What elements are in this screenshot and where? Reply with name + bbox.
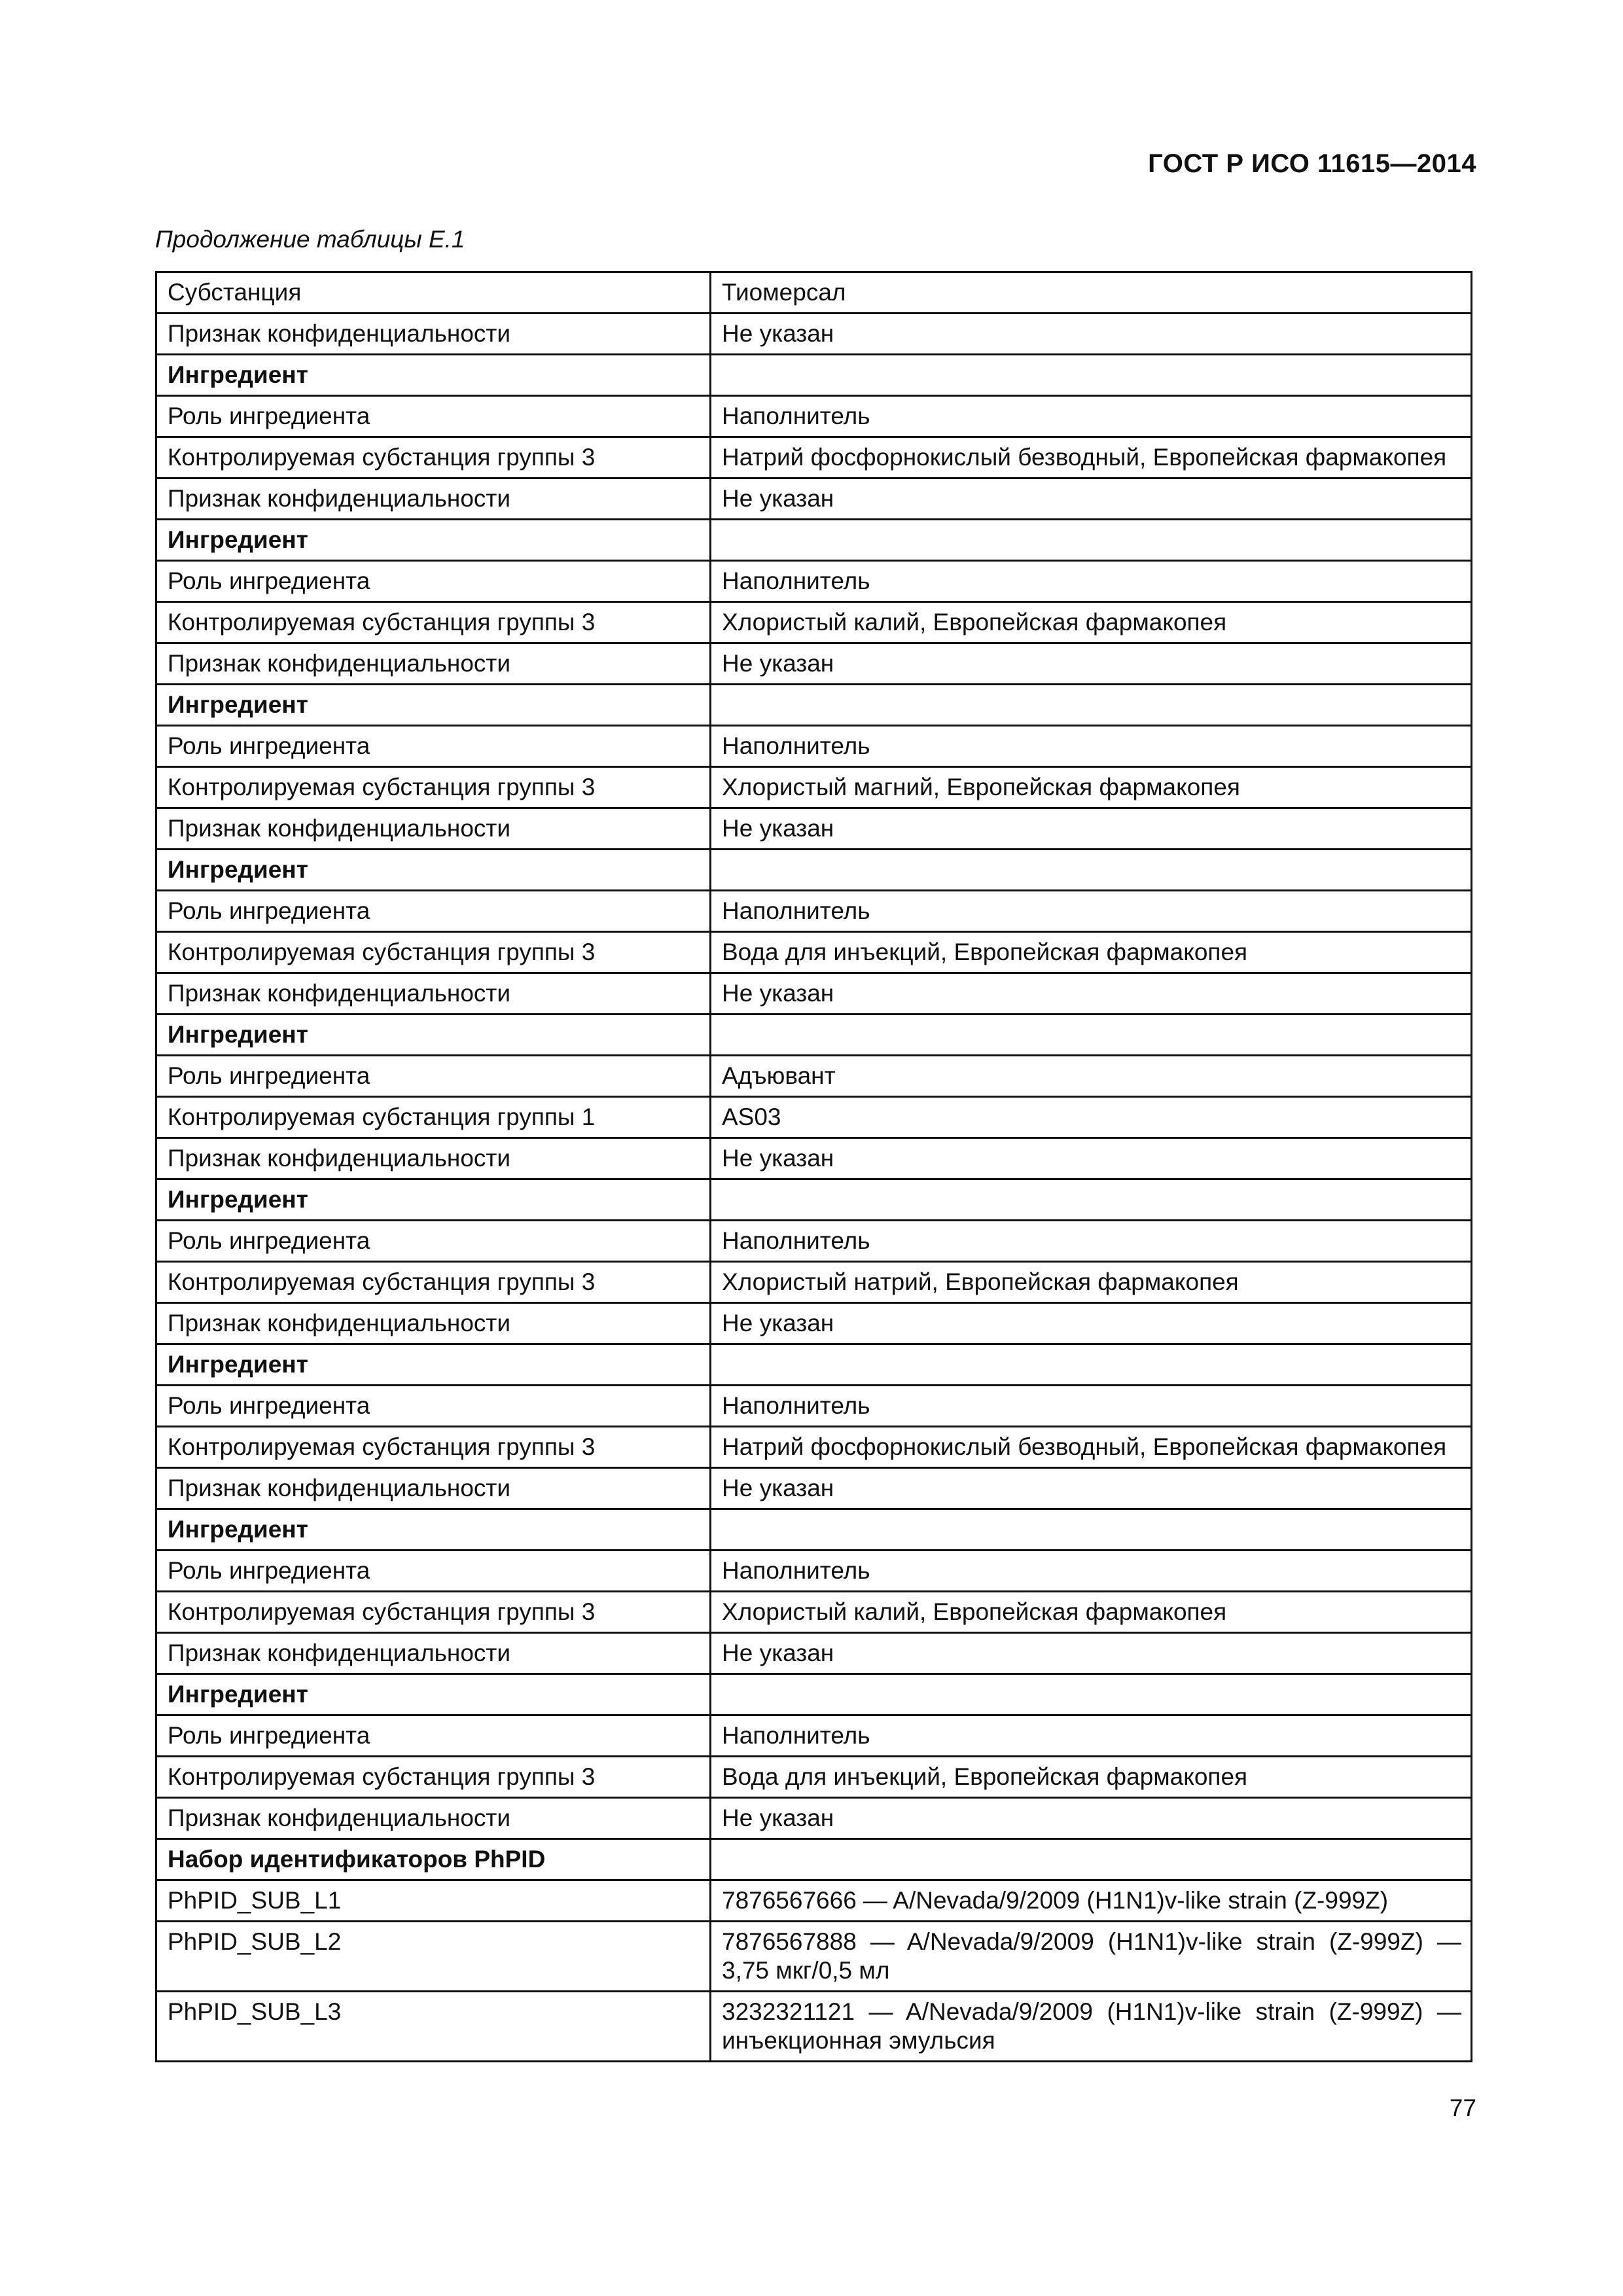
row-label-cell: Контролируемая субстанция группы 3 (156, 437, 711, 478)
row-value-cell (711, 850, 1472, 891)
row-label-cell: Признак конфиденциальности (156, 314, 711, 355)
row-label-cell: Ингредиент (156, 1509, 711, 1551)
row-value-cell: Не указан (711, 1468, 1472, 1509)
table-row (156, 1757, 1472, 1798)
row-value-cell: Вода для инъекций, Европейская фармакопея (711, 932, 1472, 973)
row-label-cell: Признак конфиденциальности (156, 1138, 711, 1179)
row-value-cell: Наполнитель (711, 891, 1472, 932)
row-value-cell: Натрий фосфорнокислый безводный, Европейская фармакопея (711, 437, 1472, 478)
table-row (156, 1097, 1472, 1138)
row-label-cell: Роль ингредиента (156, 726, 711, 767)
table-row (156, 1221, 1472, 1262)
row-value-cell (711, 1674, 1472, 1715)
row-value-cell (711, 685, 1472, 726)
row-label-cell: Признак конфиденциальности (156, 1303, 711, 1344)
table-row (156, 1303, 1472, 1344)
table-row (156, 1992, 1472, 2062)
table-row (156, 726, 1472, 767)
row-value-cell (711, 1509, 1472, 1551)
ingredients-table (155, 271, 1472, 2062)
table-row (156, 973, 1472, 1014)
row-value-cell: AS03 (711, 1097, 1472, 1138)
row-value-cell: Не указан (711, 973, 1472, 1014)
table-row (156, 891, 1472, 932)
row-label-cell: Признак конфиденциальности (156, 1798, 711, 1839)
table-row (156, 1839, 1472, 1880)
table-row (156, 1880, 1472, 1922)
row-value-cell: Наполнитель (711, 1551, 1472, 1592)
table-row (156, 932, 1472, 973)
row-label-cell: Ингредиент (156, 1014, 711, 1056)
row-label-cell: PhPID_SUB_L1 (156, 1880, 711, 1922)
row-value-cell: Не указан (711, 478, 1472, 520)
row-label-cell: Контролируемая субстанция группы 3 (156, 602, 711, 643)
row-value-cell: Натрий фосфорнокислый безводный, Европейская фармакопея (711, 1427, 1472, 1468)
table-row (156, 437, 1472, 478)
table-row (156, 850, 1472, 891)
row-label-cell: Признак конфиденциальности (156, 1633, 711, 1674)
row-label-cell: Роль ингредиента (156, 1386, 711, 1427)
table-row (156, 1509, 1472, 1551)
table-caption: Продолжение таблицы Е.1 (155, 226, 465, 253)
table-row (156, 1468, 1472, 1509)
table-row (156, 1715, 1472, 1757)
row-label-cell: Контролируемая субстанция группы 3 (156, 767, 711, 808)
row-label-cell: PhPID_SUB_L2 (156, 1922, 711, 1992)
row-value-cell: Не указан (711, 314, 1472, 355)
row-value-cell: Не указан (711, 1798, 1472, 1839)
row-label-cell: Ингредиент (156, 1179, 711, 1221)
row-value-cell (711, 1179, 1472, 1221)
row-value-cell: Хлористый магний, Европейская фармакопея (711, 767, 1472, 808)
table-row (156, 767, 1472, 808)
row-value-cell: Хлористый калий, Европейская фармакопея (711, 602, 1472, 643)
row-label-cell: Признак конфиденциальности (156, 808, 711, 850)
table-row (156, 1344, 1472, 1386)
row-value-cell: Адъювант (711, 1056, 1472, 1097)
table-row (156, 1674, 1472, 1715)
row-value-cell: 7876567888 — A/Nevada/9/2009 (H1N1)v-like strain (Z-999Z) — 3,75 мкг/0,5 мл (711, 1922, 1472, 1992)
table-row (156, 272, 1472, 314)
table-row (156, 1551, 1472, 1592)
table-row (156, 396, 1472, 437)
row-value-cell: Вода для инъекций, Европейская фармакопея (711, 1757, 1472, 1798)
table-row (156, 314, 1472, 355)
table-row (156, 685, 1472, 726)
row-label-cell: Признак конфиденциальности (156, 643, 711, 685)
row-label-cell: Роль ингредиента (156, 1056, 711, 1097)
row-label-cell: Роль ингредиента (156, 396, 711, 437)
row-label-cell: Контролируемая субстанция группы 3 (156, 1427, 711, 1468)
table-row (156, 1798, 1472, 1839)
table-row (156, 602, 1472, 643)
row-label-cell: Ингредиент (156, 520, 711, 561)
table-row (156, 1014, 1472, 1056)
table-row (156, 561, 1472, 602)
table-row (156, 643, 1472, 685)
row-label-cell: Роль ингредиента (156, 1221, 711, 1262)
row-value-cell (711, 1344, 1472, 1386)
row-label-cell: Контролируемая субстанция группы 1 (156, 1097, 711, 1138)
row-value-cell: Наполнитель (711, 1221, 1472, 1262)
row-label-cell: Ингредиент (156, 355, 711, 396)
row-label-cell: Роль ингредиента (156, 1715, 711, 1757)
row-label-cell: Набор идентификаторов PhPID (156, 1839, 711, 1880)
row-label-cell: Ингредиент (156, 850, 711, 891)
row-label-cell: Контролируемая субстанция группы 3 (156, 932, 711, 973)
row-label-cell: Контролируемая субстанция группы 3 (156, 1757, 711, 1798)
row-label-cell: Ингредиент (156, 1674, 711, 1715)
row-label-cell: Контролируемая субстанция группы 3 (156, 1262, 711, 1303)
table-row (156, 478, 1472, 520)
row-value-cell: Хлористый калий, Европейская фармакопея (711, 1592, 1472, 1633)
row-label-cell: Ингредиент (156, 685, 711, 726)
table-row (156, 1592, 1472, 1633)
row-value-cell: Не указан (711, 643, 1472, 685)
row-label-cell: Признак конфиденциальности (156, 1468, 711, 1509)
table-row (156, 1922, 1472, 1992)
row-label-cell: Роль ингредиента (156, 1551, 711, 1592)
row-value-cell: Наполнитель (711, 396, 1472, 437)
table-row (156, 1138, 1472, 1179)
table-row (156, 1427, 1472, 1468)
document-standard-header: ГОСТ Р ИСО 11615—2014 (1148, 149, 1476, 178)
row-value-cell: Тиомерсал (711, 272, 1472, 314)
table-body (156, 272, 1472, 2062)
table-row (156, 355, 1472, 396)
row-value-cell: Наполнитель (711, 1386, 1472, 1427)
page-number: 77 (1449, 2094, 1476, 2121)
row-value-cell (711, 1839, 1472, 1880)
row-label-cell: Роль ингредиента (156, 561, 711, 602)
row-label-cell: Роль ингредиента (156, 891, 711, 932)
table-row (156, 1386, 1472, 1427)
row-value-cell: Не указан (711, 1633, 1472, 1674)
row-value-cell: Наполнитель (711, 726, 1472, 767)
row-value-cell: Наполнитель (711, 1715, 1472, 1757)
row-value-cell (711, 355, 1472, 396)
row-label-cell: Ингредиент (156, 1344, 711, 1386)
table-row (156, 808, 1472, 850)
row-label-cell: Субстанция (156, 272, 711, 314)
row-value-cell: 7876567666 — A/Nevada/9/2009 (H1N1)v-like strain (Z-999Z) (711, 1880, 1472, 1922)
row-label-cell: Признак конфиденциальности (156, 478, 711, 520)
table-row (156, 520, 1472, 561)
row-value-cell: Не указан (711, 1138, 1472, 1179)
row-value-cell (711, 520, 1472, 561)
row-label-cell: PhPID_SUB_L3 (156, 1992, 711, 2062)
row-label-cell: Контролируемая субстанция группы 3 (156, 1592, 711, 1633)
row-value-cell: Наполнитель (711, 561, 1472, 602)
row-value-cell: 3232321121 — A/Nevada/9/2009 (H1N1)v-like strain (Z-999Z) — инъекционная эмульсия (711, 1992, 1472, 2062)
row-value-cell (711, 1014, 1472, 1056)
table-row (156, 1633, 1472, 1674)
row-label-cell: Признак конфиденциальности (156, 973, 711, 1014)
row-value-cell: Не указан (711, 808, 1472, 850)
table-row (156, 1056, 1472, 1097)
row-value-cell: Хлористый натрий, Европейская фармакопея (711, 1262, 1472, 1303)
table-row (156, 1179, 1472, 1221)
table-row (156, 1262, 1472, 1303)
row-value-cell: Не указан (711, 1303, 1472, 1344)
